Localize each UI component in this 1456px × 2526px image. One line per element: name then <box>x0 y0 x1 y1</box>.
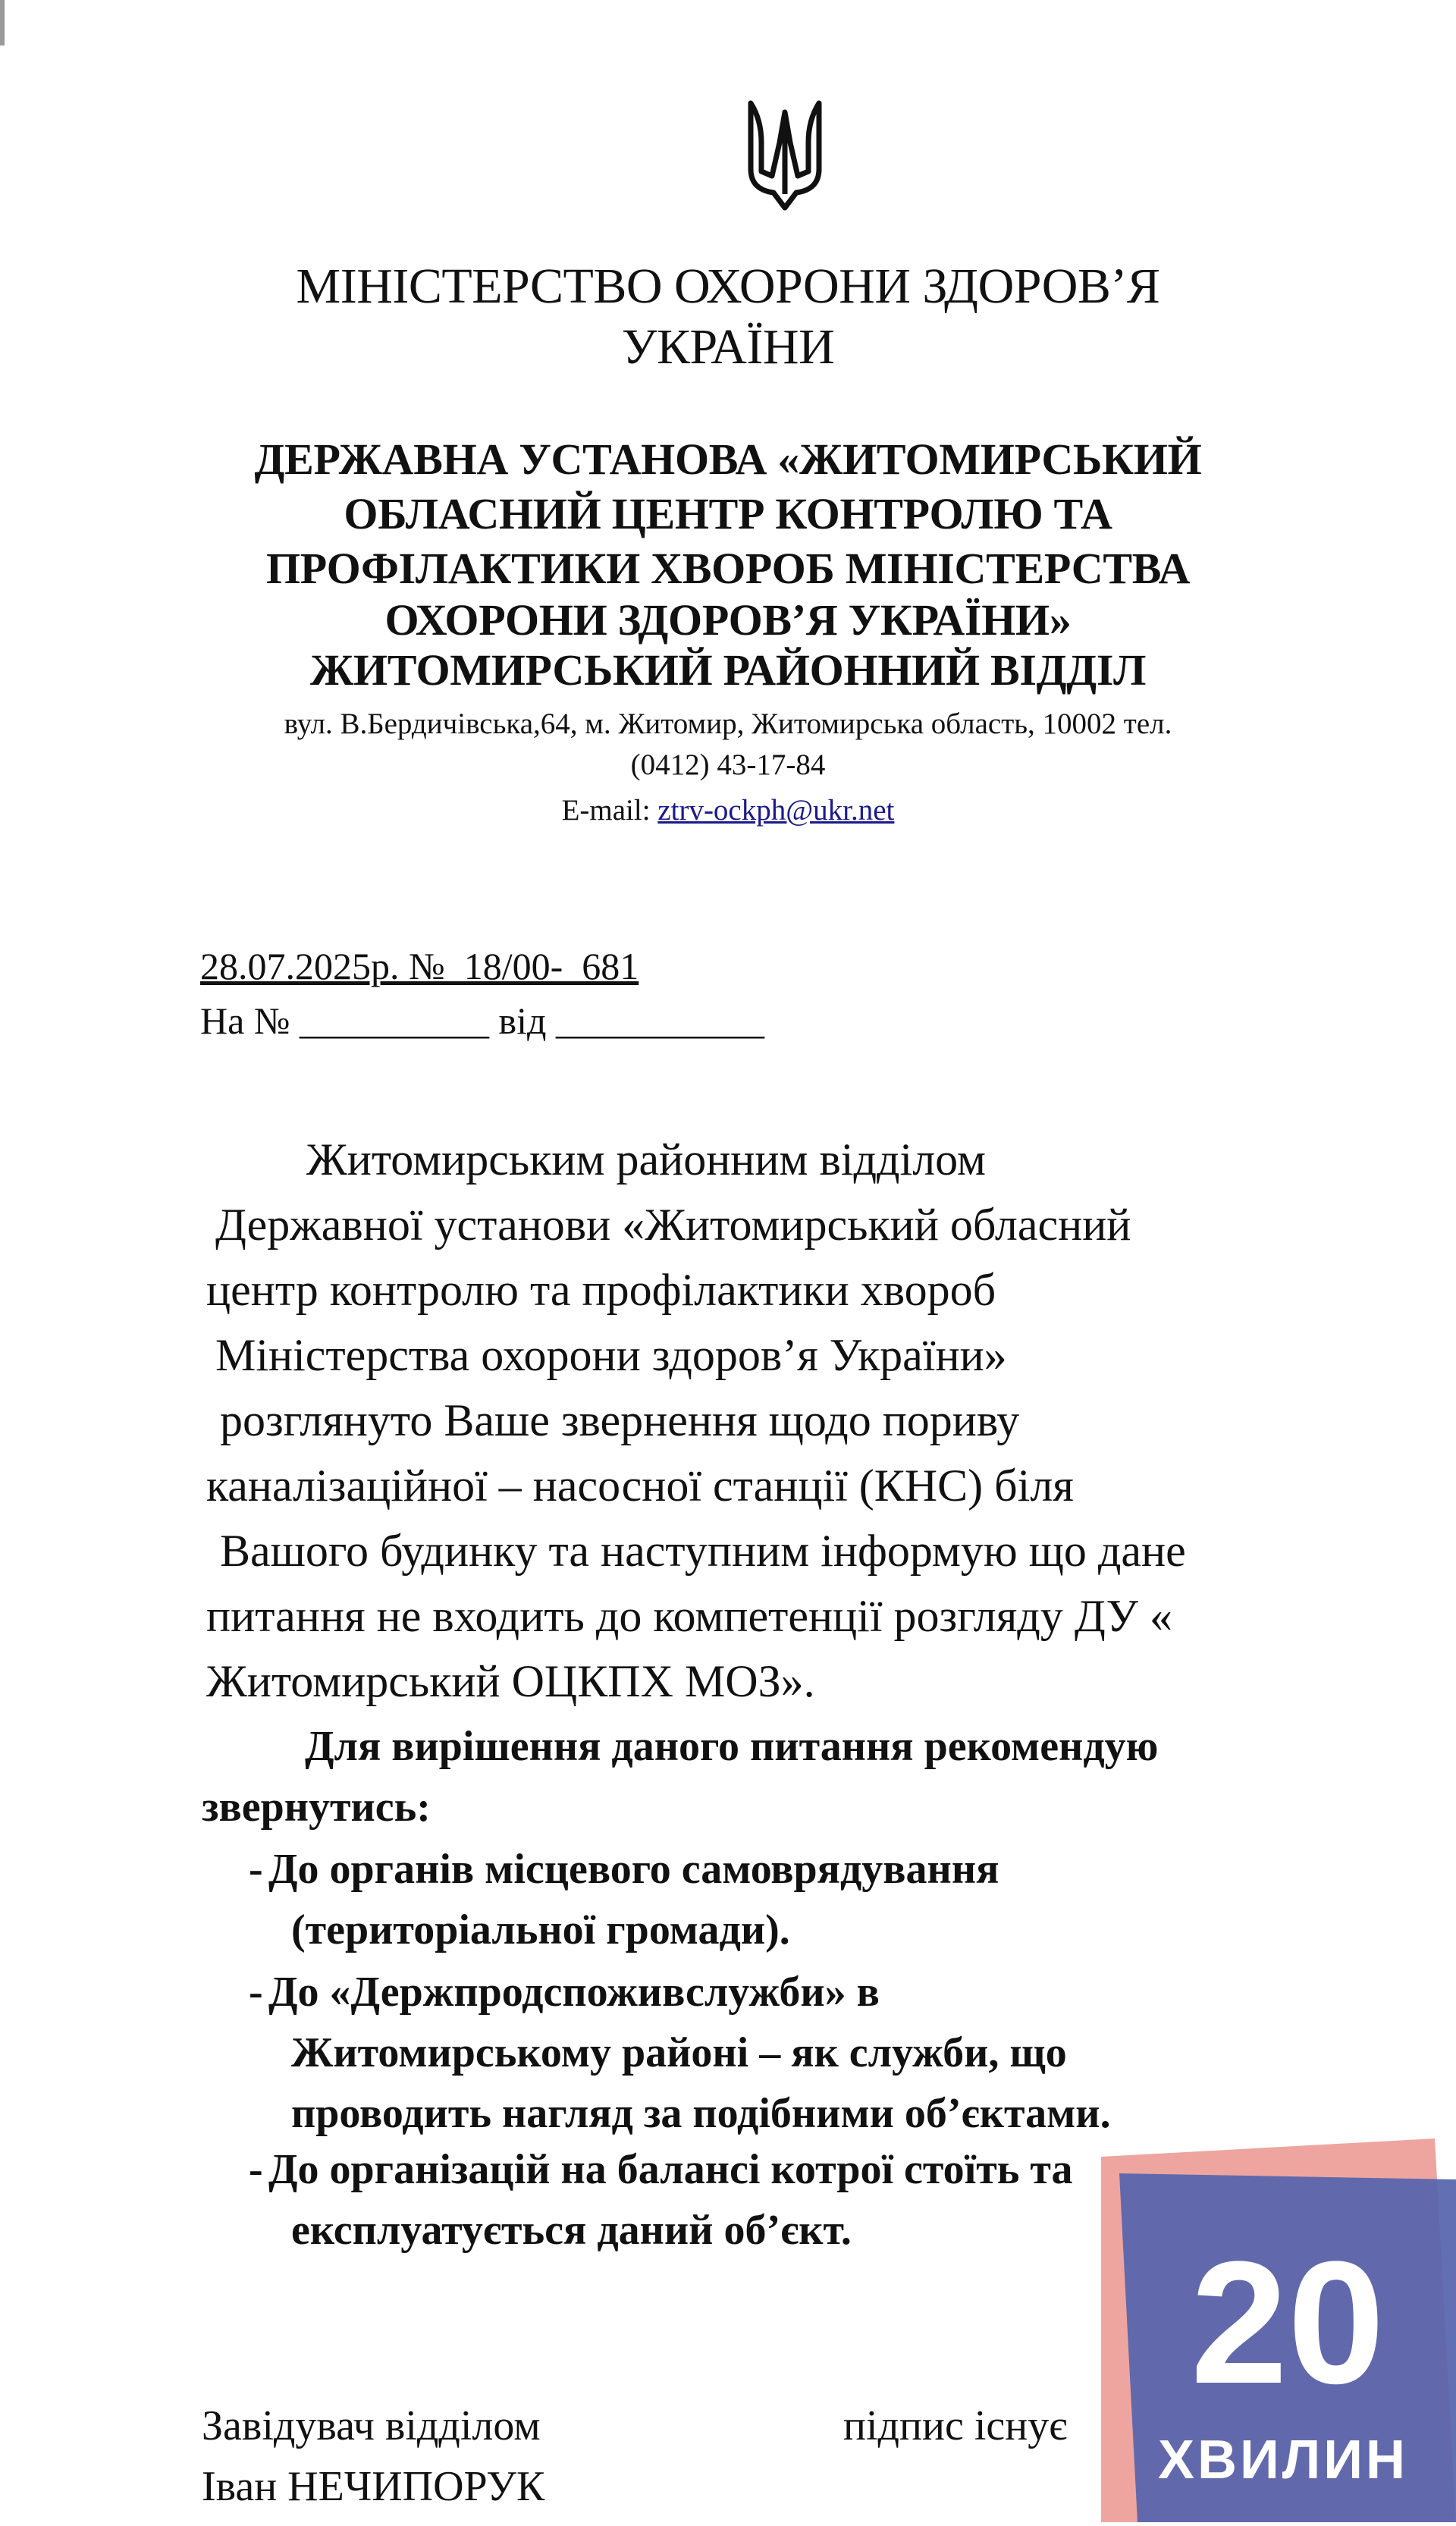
institution-line: ДЕРЖАВНА УСТАНОВА «ЖИТОМИРСЬКИЙ <box>254 435 1202 484</box>
body-line: Міністерства охорони здоров’я України» <box>215 1330 1007 1380</box>
bullet-line: До органів місцевого самоврядування <box>268 1846 999 1893</box>
email-link[interactable]: ztrv-ockph@ukr.net <box>657 794 895 827</box>
body-line: Вашого будинку та наступним інформую що дане <box>220 1526 1186 1576</box>
outgoing-number: 28.07.2025р. №_18/00-_681 <box>200 945 639 987</box>
institution-line: ОХОРОНИ ЗДОРОВ’Я УКРАЇНИ» <box>384 595 1072 645</box>
logo-graphic <box>1101 2138 1456 2522</box>
signatory-name: Іван НЕЧИПОРУК <box>202 2463 545 2510</box>
body-line: Житомирським районним відділом <box>306 1134 986 1185</box>
page-edge-line <box>0 0 5 45</box>
signatory-position: Завідувач відділом <box>202 2402 541 2449</box>
bullet-dash: - <box>249 2146 263 2193</box>
logo-word: ХВИЛИН <box>1157 2430 1409 2490</box>
bullet-line: (територіальної громади). <box>291 1906 790 1953</box>
ministry-name-line2: УКРАЇНИ <box>621 319 835 375</box>
bullet-line: проводить нагляд за подібними об’єктами. <box>291 2090 1111 2137</box>
body-line: Житомирський ОЦКПХ МОЗ». <box>206 1656 815 1706</box>
ministry-name-line1: МІНІСТЕРСТВО ОХОРОНИ ЗДОРОВ’Я <box>296 259 1160 314</box>
signature-note: підпис існує <box>843 2402 1068 2449</box>
email-label: E-mail: <box>561 794 658 827</box>
body-line: центр контролю та профілактики хвороб <box>206 1265 996 1315</box>
bullet-dash: - <box>249 1969 263 2016</box>
bullet-dash: - <box>249 1846 263 1893</box>
institution-line: ПРОФІЛАКТИКИ ХВОРОБ МІНІСТЕРСТВА <box>265 544 1191 593</box>
phone-line: (0412) 43-17-84 <box>630 748 826 781</box>
bullet-line: До «Держпродспоживслужби» в <box>268 1969 880 2016</box>
department-name: ЖИТОМИРСЬКИЙ РАЙОННИЙ ВІДДІЛ <box>309 645 1147 695</box>
watermark-logo <box>1101 2138 1456 2522</box>
recommend-line: звернутись: <box>202 1784 431 1831</box>
address-line: вул. В.Бердичівська,64, м. Житомир, Житомирська область, 10002 тел. <box>284 708 1172 740</box>
bullet-line: експлуатується даний об’єкт. <box>291 2207 852 2254</box>
body-line: розглянуто Ваше звернення щодо пориву <box>220 1395 1020 1445</box>
recommend-line: Для вирішення даного питання рекомендую <box>305 1723 1159 1770</box>
institution-line: ОБЛАСНИЙ ЦЕНТР КОНТРОЛЮ ТА <box>344 489 1112 538</box>
body-line: каналізаційної – насосної станції (КНС) біля <box>206 1461 1074 1511</box>
bullet-line: Житомирському районі – як служби, що <box>291 2029 1067 2076</box>
body-line: Державної установи «Житомирський обласний <box>215 1200 1131 1250</box>
reply-reference: На № __________ від ___________ <box>200 999 764 1042</box>
body-line: питання не входить до компетенції розгляду ДУ « <box>206 1591 1172 1641</box>
tryzub-icon <box>743 97 827 211</box>
bullet-line: До організацій на балансі котрої стоїть та <box>268 2146 1073 2193</box>
email-line <box>0 792 1456 830</box>
logo-number: 20 <box>1191 2225 1385 2420</box>
